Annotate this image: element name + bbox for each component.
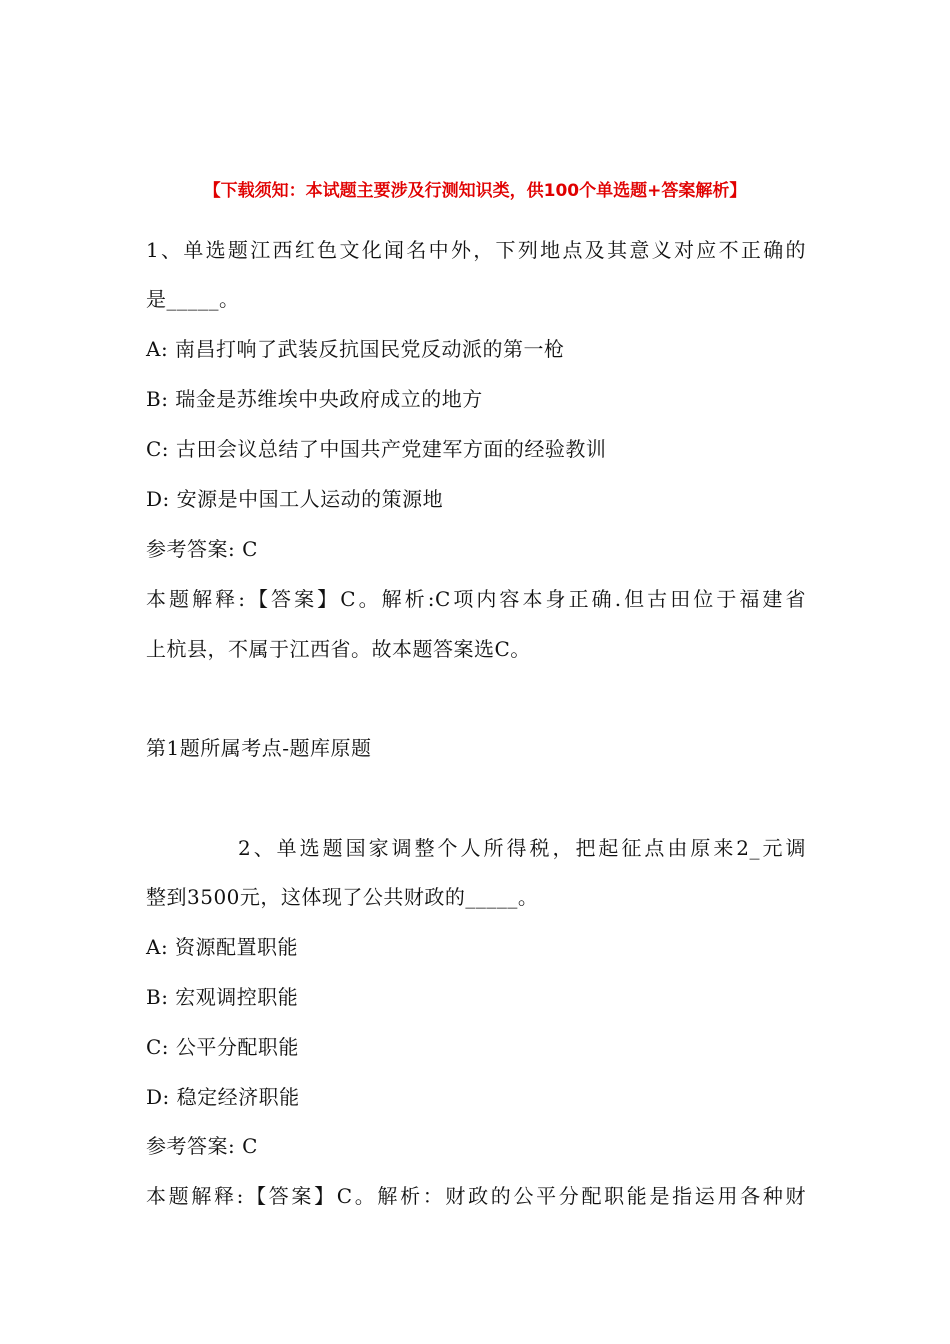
question-1-stem-continued: 是_____。 bbox=[146, 287, 240, 311]
question-1-answer: 参考答案: C bbox=[146, 537, 258, 561]
question-1-option-a: A: 南昌打响了武装反抗国民党反动派的第一枪 bbox=[146, 337, 565, 361]
question-2-option-c: C: 公平分配职能 bbox=[146, 1035, 299, 1059]
question-1-stem: 1、单选题江西红色文化闻名中外，下列地点及其意义对应不正确的 bbox=[146, 238, 806, 262]
question-1-explanation: 本题解释:【答案】C。解析:C项内容本身正确.但古田位于福建省 bbox=[146, 587, 806, 611]
question-2-explanation: 本题解释:【答案】C。解析：财政的公平分配职能是指运用各种财 bbox=[146, 1184, 806, 1208]
question-2-stem-continued: 整到3500元，这体现了公共财政的_____。 bbox=[146, 885, 539, 909]
question-2-answer: 参考答案: C bbox=[146, 1134, 258, 1158]
question-2-option-a: A: 资源配置职能 bbox=[146, 935, 299, 959]
question-1-option-b: B: 瑞金是苏维埃中央政府成立的地方 bbox=[146, 387, 483, 411]
question-2-option-d: D: 稳定经济职能 bbox=[146, 1085, 300, 1109]
question-1-explanation-continued: 上杭县，不属于江西省。故本题答案选C。 bbox=[146, 637, 531, 661]
download-notice: 【下载须知：本试题主要涉及行测知识类，供100个单选题+答案解析】 bbox=[203, 181, 747, 201]
question-1-option-d: D: 安源是中国工人运动的策源地 bbox=[146, 487, 444, 511]
question-2-stem: 2、单选题国家调整个人所得税，把起征点由原来2_元调 bbox=[238, 836, 806, 860]
question-2-option-b: B: 宏观调控职能 bbox=[146, 985, 299, 1009]
question-1-knowledge-point: 第1题所属考点-题库原题 bbox=[146, 736, 372, 760]
question-1-option-c: C: 古田会议总结了中国共产党建军方面的经验教训 bbox=[146, 437, 607, 461]
